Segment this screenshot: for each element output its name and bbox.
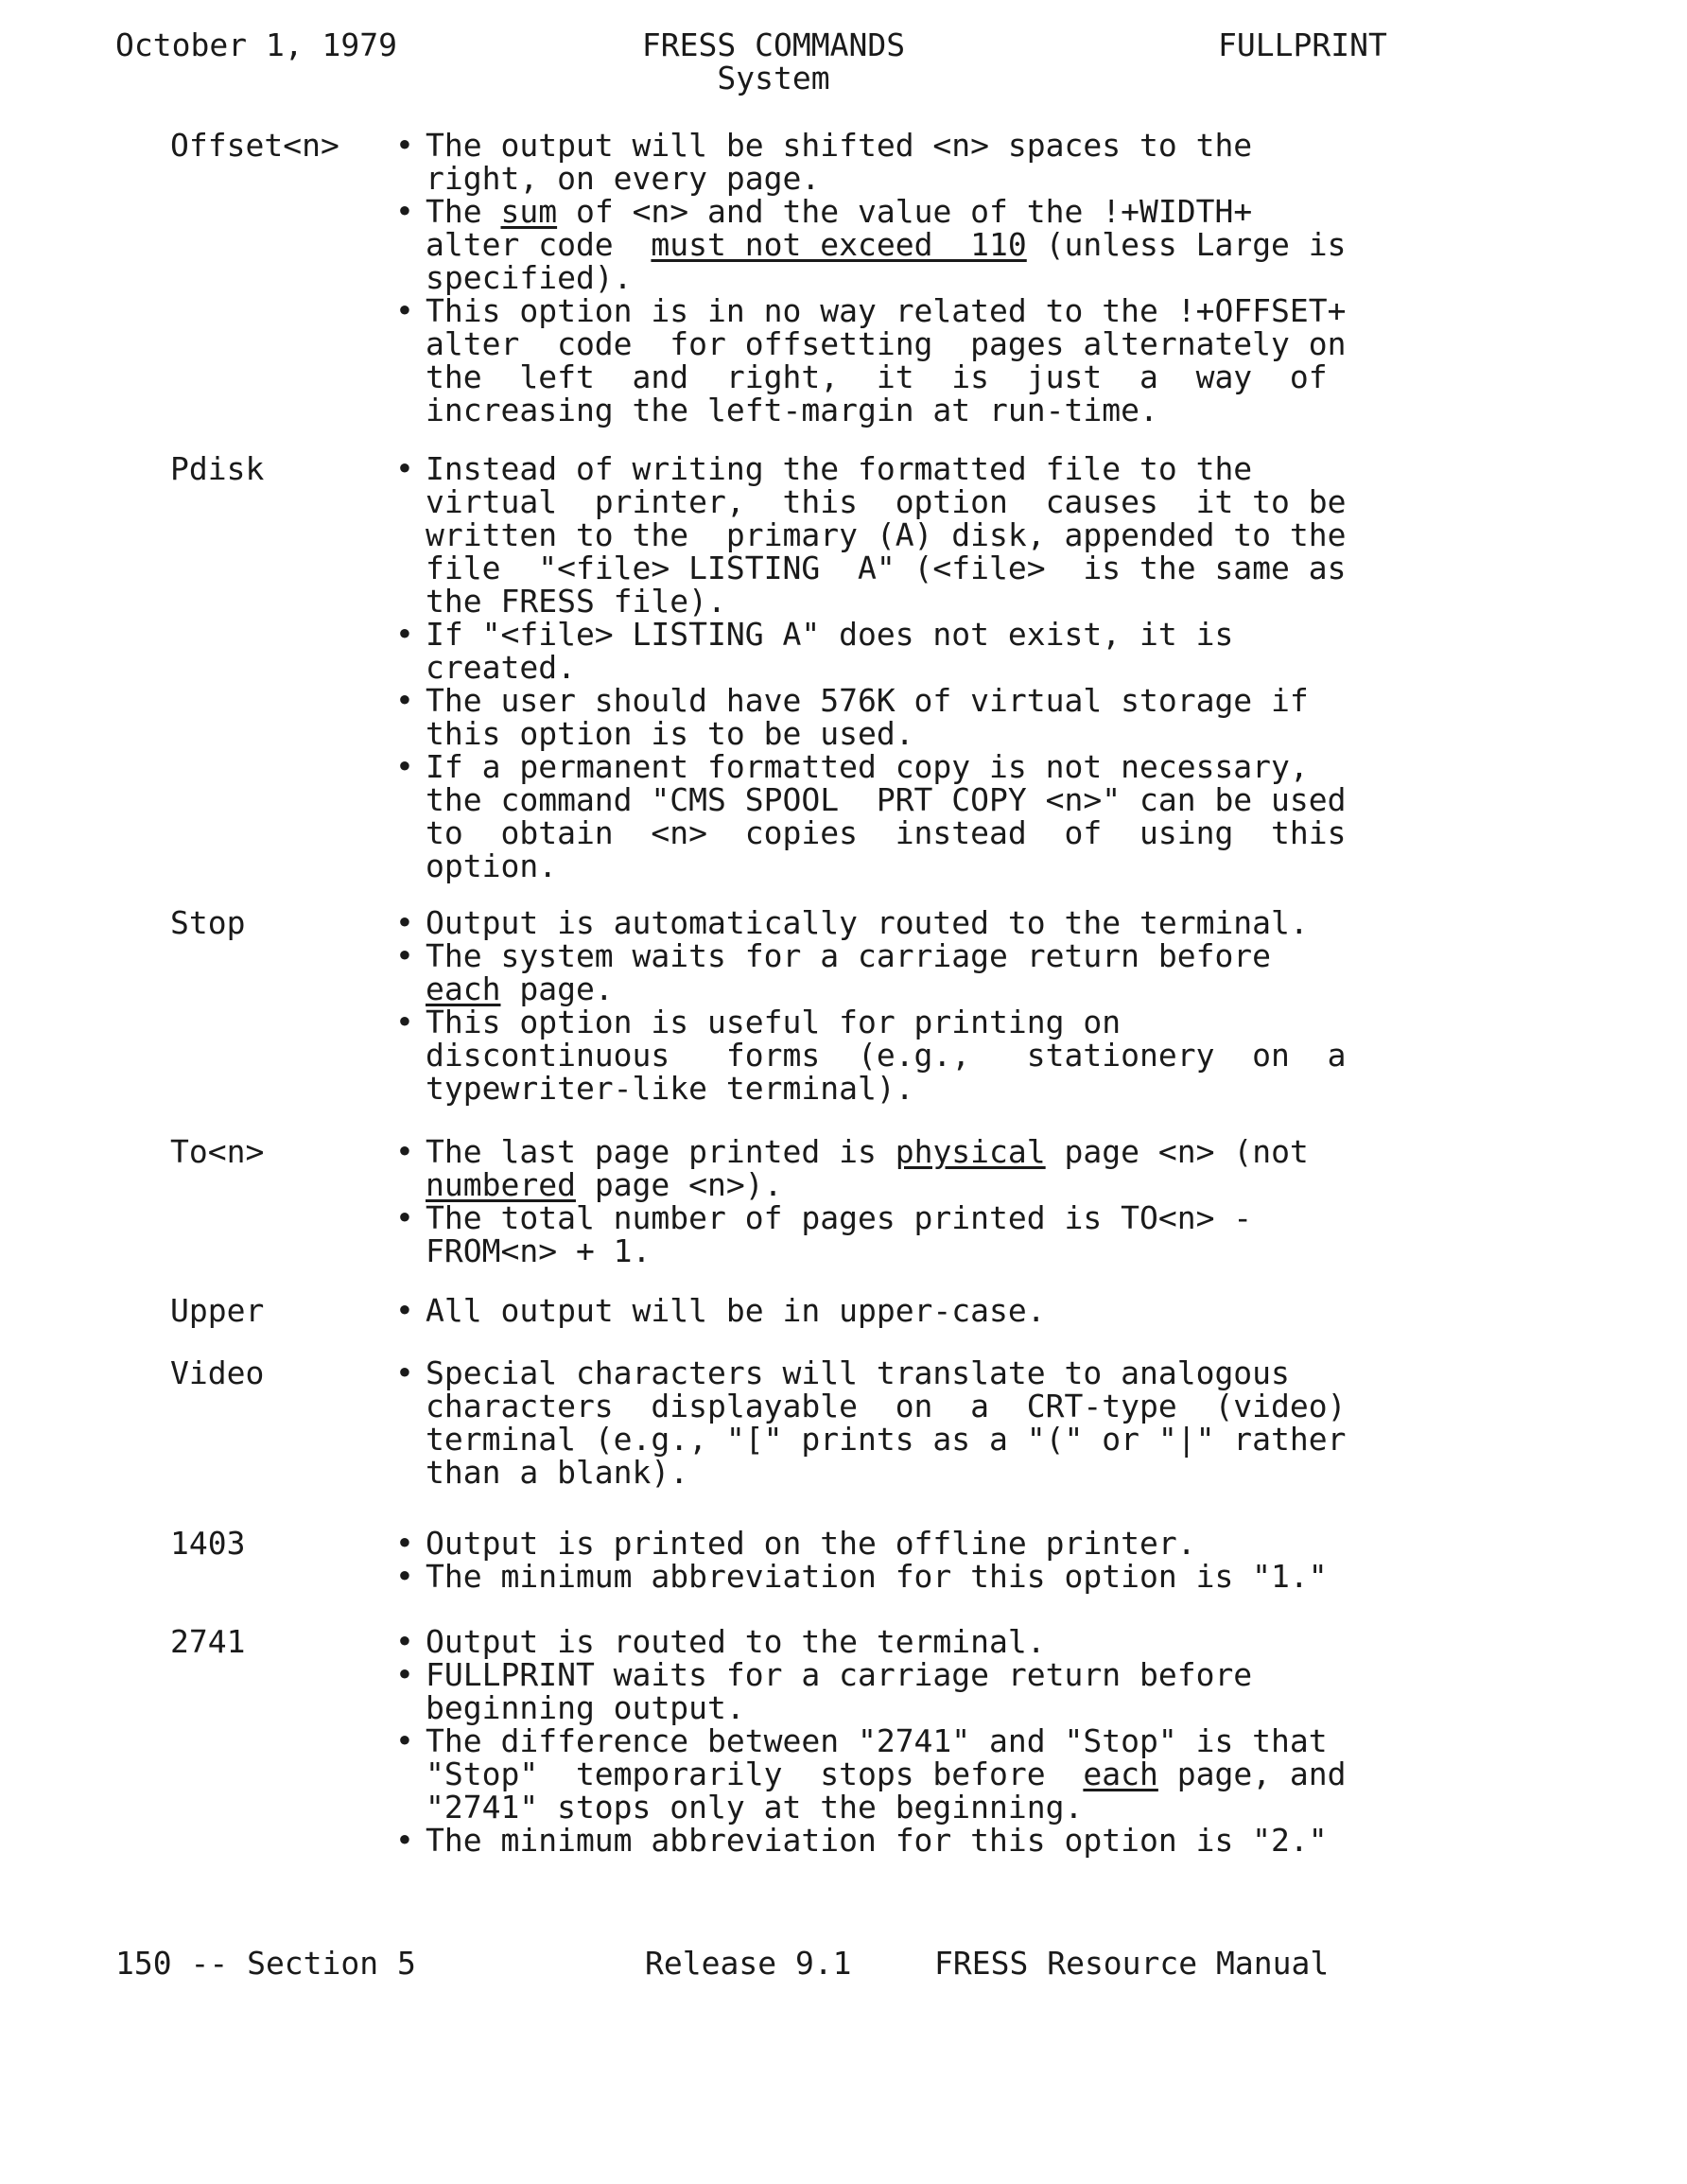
option-bullet — [395, 682, 1371, 752]
text-segment: FULLPRINT waits for a carriage return before beginning output. — [426, 1656, 1253, 1726]
bullet-icon: • — [395, 1525, 414, 1562]
option-bullet — [395, 1525, 1371, 1562]
bullet-icon: • — [395, 1133, 414, 1170]
option-name: Pdisk — [170, 450, 265, 487]
option-bullet — [395, 748, 1371, 884]
bullet-icon: • — [395, 1558, 414, 1595]
text-segment: This option is in no way related to the !+OFFSET+ alter code for offsetting pages alternately on the left and right, it is just a way of increasing the left-margin at run-time. — [426, 292, 1347, 428]
bullet-text — [426, 452, 1371, 618]
bullet-icon: • — [395, 1656, 414, 1693]
bullet-text — [426, 1658, 1371, 1724]
option-bullet — [395, 1004, 1371, 1107]
text-segment: The total number of pages printed is TO<n> - FROM<n> + 1. — [426, 1199, 1253, 1269]
underlined-text: must not exceed 110 — [651, 226, 1027, 263]
option-bullet — [395, 1199, 1371, 1269]
option-bullet — [395, 904, 1371, 941]
header-command: FULLPRINT — [1218, 26, 1387, 63]
page-header — [115, 28, 1392, 104]
bullet-text — [426, 1294, 1371, 1327]
bullet-icon: • — [395, 1292, 414, 1329]
bullet-icon: • — [395, 748, 414, 785]
bullet-text — [426, 1005, 1371, 1105]
text-segment: Output is automatically routed to the terminal. — [426, 904, 1309, 941]
text-segment: The minimum abbreviation for this option is "2." — [426, 1822, 1328, 1859]
option-name: 1403 — [170, 1525, 246, 1562]
underlined-text: numbered — [426, 1166, 576, 1203]
option-name: Upper — [170, 1292, 265, 1329]
bullet-text — [426, 195, 1371, 294]
bullet-text — [426, 618, 1371, 684]
text-segment: The — [426, 193, 501, 230]
text-segment: Output is printed on the offline printer. — [426, 1525, 1196, 1562]
footer-release: Release 9.1 — [645, 1945, 852, 1982]
bullet-text — [426, 684, 1371, 750]
option-bullet — [395, 1292, 1371, 1329]
header-title — [622, 28, 925, 95]
option-bullet — [395, 450, 1371, 620]
bullet-icon: • — [395, 1354, 414, 1391]
option-bullet — [395, 616, 1371, 686]
text-segment: page <n>). — [575, 1166, 783, 1203]
text-segment: The system waits for a carriage return before — [426, 937, 1272, 974]
text-segment: All output will be in upper-case. — [426, 1292, 1046, 1329]
bullet-icon: • — [395, 616, 414, 653]
underlined-text: each — [426, 970, 501, 1007]
header-date: October 1, 1979 — [115, 26, 398, 63]
bullet-text — [426, 294, 1371, 427]
bullet-text — [426, 1135, 1371, 1201]
text-segment: Output is routed to the terminal. — [426, 1623, 1046, 1660]
bullet-text — [426, 129, 1371, 195]
option-name: Video — [170, 1354, 265, 1391]
option-bullet — [395, 127, 1371, 197]
bullet-text — [426, 1356, 1371, 1489]
text-segment: The user should have 576K of virtual storage if this option is to be used. — [426, 682, 1309, 752]
option-bullet — [395, 1656, 1371, 1726]
bullet-text — [426, 1560, 1371, 1593]
bullet-icon: • — [395, 937, 414, 974]
bullet-icon: • — [395, 682, 414, 719]
underlined-text: each — [1083, 1756, 1158, 1792]
option-name: To<n> — [170, 1133, 265, 1170]
option-bullet-list — [395, 1292, 1371, 1329]
text-segment: page, and "2741" stops only at the beginning. — [426, 1756, 1347, 1826]
bullet-icon: • — [395, 450, 414, 487]
text-segment: The last page printed is — [426, 1133, 896, 1170]
underlined-text: sum — [500, 193, 558, 230]
bullet-text — [426, 939, 1371, 1005]
bullet-text — [426, 1201, 1371, 1267]
bullet-text — [426, 1527, 1371, 1560]
option-bullet-list — [395, 127, 1371, 428]
option-bullet — [395, 193, 1371, 296]
option-name: Stop — [170, 904, 246, 941]
bullet-icon: • — [395, 1199, 414, 1236]
text-segment: If a permanent formatted copy is not necessary, the command "CMS SPOOL PRT COPY <n>" can be used to obtain <n> copies instead of using this option. — [426, 748, 1347, 884]
option-bullet — [395, 1558, 1371, 1595]
bullet-icon: • — [395, 1722, 414, 1759]
bullet-icon: • — [395, 904, 414, 941]
bullet-text — [426, 750, 1371, 882]
header-subtitle: System — [717, 60, 830, 96]
option-name: 2741 — [170, 1623, 246, 1660]
bullet-text — [426, 906, 1371, 939]
option-bullet — [395, 1623, 1371, 1660]
text-segment: (unless Large is specified). — [426, 226, 1347, 296]
page-footer — [115, 1947, 1392, 1984]
text-segment: page <n> (not — [1064, 1133, 1309, 1170]
bullet-icon: • — [395, 127, 414, 164]
text-segment: This option is useful for printing on discontinuous forms (e.g., stationery on a typewriter-like terminal). — [426, 1004, 1347, 1107]
option-name: Offset<n> — [170, 127, 339, 164]
option-bullet-list — [395, 1623, 1371, 1859]
option-bullet — [395, 937, 1371, 1007]
option-bullet — [395, 1133, 1371, 1203]
bullet-text — [426, 1824, 1371, 1857]
option-bullet-list — [395, 450, 1371, 884]
bullet-icon: • — [395, 1004, 414, 1040]
text-segment: If "<file> LISTING A" does not exist, it is created. — [426, 616, 1234, 686]
option-bullet — [395, 1822, 1371, 1859]
bullet-text — [426, 1625, 1371, 1658]
underlined-text: physical — [895, 1133, 1046, 1170]
text-segment: page. — [500, 970, 614, 1007]
bullet-icon: • — [395, 193, 414, 230]
bullet-icon: • — [395, 1623, 414, 1660]
footer-page: 150 -- Section 5 — [115, 1945, 416, 1982]
option-bullet-list — [395, 1525, 1371, 1595]
header-title-text: FRESS COMMANDS — [641, 26, 906, 63]
bullet-icon: • — [395, 292, 414, 329]
text-segment: of <n> and the value of the !+WIDTH+ alter code — [426, 193, 1253, 263]
option-bullet-list — [395, 904, 1371, 1107]
option-bullet — [395, 292, 1371, 428]
bullet-text — [426, 1724, 1371, 1824]
text-segment: Special characters will translate to analogous characters displayable on a CRT-type (video) terminal (e.g., "[" prints as a "(" or "|" rather than a blank). — [426, 1354, 1347, 1491]
text-segment: The minimum abbreviation for this option is "1." — [426, 1558, 1328, 1595]
option-bullet — [395, 1722, 1371, 1826]
text-segment: The difference between "2741" and "Stop" is that "Stop" temporarily stops before — [426, 1722, 1328, 1792]
bullet-icon: • — [395, 1822, 414, 1859]
footer-manual: FRESS Resource Manual — [934, 1945, 1330, 1982]
text-segment: Instead of writing the formatted file to the virtual printer, this option causes it to be written to the primary (A) disk, appended to the file "<file> LISTING A" (<file> is the same as the FRESS file). — [426, 450, 1347, 620]
option-bullet-list — [395, 1133, 1371, 1269]
option-bullet — [395, 1354, 1371, 1491]
text-segment: The output will be shifted <n> spaces to the right, on every page. — [426, 127, 1253, 197]
option-bullet-list — [395, 1354, 1371, 1491]
